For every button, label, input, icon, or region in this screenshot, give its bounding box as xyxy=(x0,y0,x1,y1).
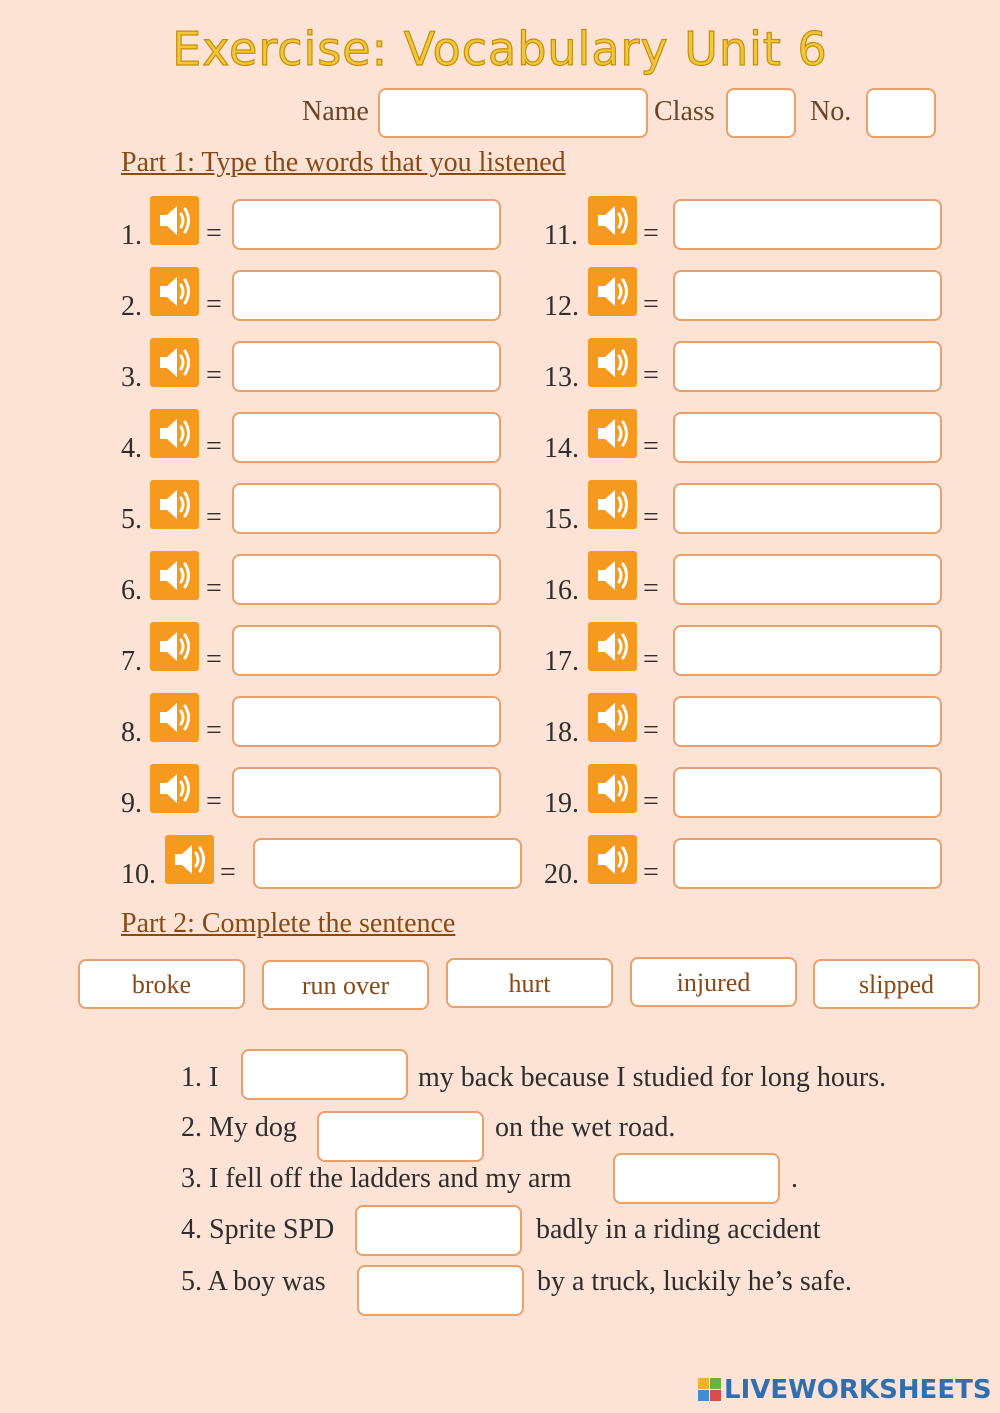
answer-field-11[interactable] xyxy=(673,199,942,250)
sentence-3-end: . xyxy=(791,1163,798,1194)
sentence-2-start: 2. My dog xyxy=(181,1112,297,1143)
answer-field-14[interactable] xyxy=(673,412,942,463)
equals-sign: = xyxy=(643,502,659,533)
speaker-icon[interactable] xyxy=(150,480,199,529)
class-field[interactable] xyxy=(726,88,796,138)
answer-field-4[interactable] xyxy=(232,412,501,463)
number-field[interactable] xyxy=(866,88,936,138)
item-number: 5. xyxy=(121,504,142,535)
part1-heading: Part 1: Type the words that you listened xyxy=(121,147,566,178)
page-title: Exercise: Vocabulary Unit 6 xyxy=(172,22,828,76)
equals-sign: = xyxy=(206,786,222,817)
answer-field-15[interactable] xyxy=(673,483,942,534)
equals-sign: = xyxy=(643,289,659,320)
sentence-4-start: 4. Sprite SPD xyxy=(181,1214,335,1245)
item-number: 2. xyxy=(121,291,142,322)
speaker-icon[interactable] xyxy=(588,196,637,245)
answer-field-13[interactable] xyxy=(673,341,942,392)
answer-field-10[interactable] xyxy=(253,838,522,889)
speaker-icon[interactable] xyxy=(588,480,637,529)
word-bank-item[interactable]: broke xyxy=(78,959,245,1009)
item-number: 7. xyxy=(121,646,142,677)
speaker-icon[interactable] xyxy=(150,338,199,387)
speaker-icon[interactable] xyxy=(588,267,637,316)
name-label: Name xyxy=(302,96,369,127)
answer-field-7[interactable] xyxy=(232,625,501,676)
number-label: No. xyxy=(810,96,852,127)
equals-sign: = xyxy=(643,644,659,675)
word-bank-item[interactable]: slipped xyxy=(813,959,980,1009)
part2-heading: Part 2: Complete the sentence xyxy=(121,908,456,939)
equals-sign: = xyxy=(206,360,222,391)
sentence-1-answer[interactable] xyxy=(241,1049,408,1100)
liveworksheets-logo xyxy=(698,1375,992,1405)
answer-field-8[interactable] xyxy=(232,696,501,747)
answer-field-17[interactable] xyxy=(673,625,942,676)
sentence-4-answer[interactable] xyxy=(355,1205,522,1256)
sentence-2-answer[interactable] xyxy=(317,1111,484,1162)
equals-sign: = xyxy=(643,786,659,817)
speaker-icon[interactable] xyxy=(150,764,199,813)
item-number: 1. xyxy=(121,220,142,251)
equals-sign: = xyxy=(206,218,222,249)
answer-field-18[interactable] xyxy=(673,696,942,747)
equals-sign: = xyxy=(206,573,222,604)
speaker-icon[interactable] xyxy=(150,693,199,742)
speaker-icon[interactable] xyxy=(588,835,637,884)
speaker-icon[interactable] xyxy=(588,409,637,458)
item-number: 18. xyxy=(544,717,579,748)
speaker-icon[interactable] xyxy=(588,622,637,671)
logo-text: LIVEWORKSHEETS xyxy=(724,1375,992,1405)
sentence-1-end: my back because I studied for long hours. xyxy=(418,1062,887,1093)
item-number: 6. xyxy=(121,575,142,606)
sentence-3-start: 3. I fell off the ladders and my arm xyxy=(181,1163,572,1194)
equals-sign: = xyxy=(643,573,659,604)
speaker-icon[interactable] xyxy=(150,622,199,671)
speaker-icon[interactable] xyxy=(165,835,214,884)
speaker-icon[interactable] xyxy=(588,338,637,387)
sentence-5-answer[interactable] xyxy=(357,1265,524,1316)
speaker-icon[interactable] xyxy=(588,764,637,813)
speaker-icon[interactable] xyxy=(150,409,199,458)
speaker-icon[interactable] xyxy=(150,196,199,245)
sentence-3-answer[interactable] xyxy=(613,1153,780,1204)
item-number: 9. xyxy=(121,788,142,819)
answer-field-20[interactable] xyxy=(673,838,942,889)
item-number: 16. xyxy=(544,575,579,606)
speaker-icon[interactable] xyxy=(150,267,199,316)
speaker-icon[interactable] xyxy=(588,551,637,600)
answer-field-16[interactable] xyxy=(673,554,942,605)
equals-sign: = xyxy=(643,218,659,249)
word-bank-item[interactable]: hurt xyxy=(446,958,613,1008)
item-number: 12. xyxy=(544,291,579,322)
speaker-icon[interactable] xyxy=(150,551,199,600)
answer-field-1[interactable] xyxy=(232,199,501,250)
answer-field-2[interactable] xyxy=(232,270,501,321)
logo-mark-icon xyxy=(698,1378,722,1402)
equals-sign: = xyxy=(206,502,222,533)
answer-field-12[interactable] xyxy=(673,270,942,321)
equals-sign: = xyxy=(206,431,222,462)
answer-field-5[interactable] xyxy=(232,483,501,534)
sentence-1-start: 1. I xyxy=(181,1062,219,1093)
answer-field-19[interactable] xyxy=(673,767,942,818)
item-number: 8. xyxy=(121,717,142,748)
answer-field-6[interactable] xyxy=(232,554,501,605)
class-label: Class xyxy=(654,96,715,127)
sentence-5-end: by a truck, luckily he’s safe. xyxy=(537,1266,852,1297)
equals-sign: = xyxy=(206,644,222,675)
item-number: 14. xyxy=(544,433,579,464)
item-number: 15. xyxy=(544,504,579,535)
equals-sign: = xyxy=(643,431,659,462)
name-field[interactable] xyxy=(378,88,648,138)
sentence-4-end: badly in a riding accident xyxy=(536,1214,821,1245)
equals-sign: = xyxy=(220,857,236,888)
item-number: 3. xyxy=(121,362,142,393)
item-number: 11. xyxy=(544,220,578,251)
item-number: 19. xyxy=(544,788,579,819)
equals-sign: = xyxy=(206,289,222,320)
item-number: 20. xyxy=(544,859,579,890)
item-number: 4. xyxy=(121,433,142,464)
equals-sign: = xyxy=(643,715,659,746)
sentence-2-end: on the wet road. xyxy=(495,1112,676,1143)
answer-field-9[interactable] xyxy=(232,767,501,818)
equals-sign: = xyxy=(206,715,222,746)
equals-sign: = xyxy=(643,360,659,391)
answer-field-3[interactable] xyxy=(232,341,501,392)
equals-sign: = xyxy=(643,857,659,888)
speaker-icon[interactable] xyxy=(588,693,637,742)
word-bank-item[interactable]: run over xyxy=(262,960,429,1010)
item-number: 17. xyxy=(544,646,579,677)
sentence-5-start: 5. A boy was xyxy=(181,1266,326,1297)
item-number: 10. xyxy=(121,859,156,890)
word-bank-item[interactable]: injured xyxy=(630,957,797,1007)
item-number: 13. xyxy=(544,362,579,393)
